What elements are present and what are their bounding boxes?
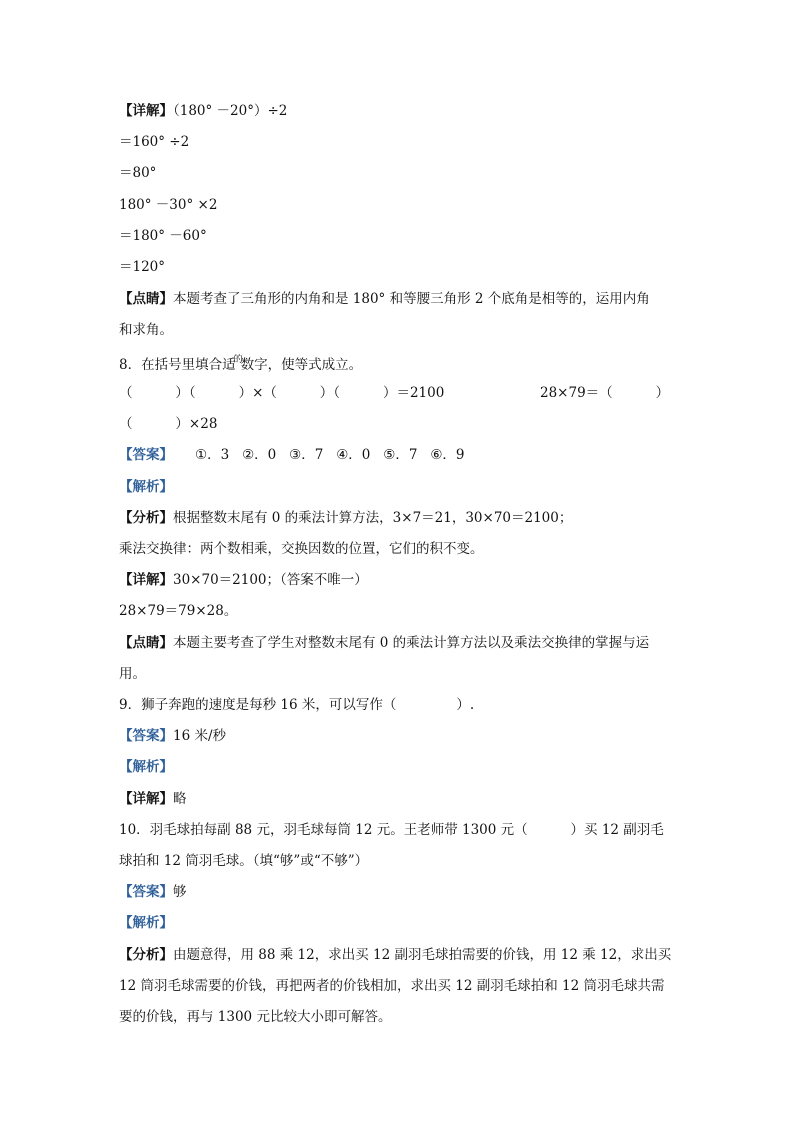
analysis-text: 根据整数末尾有 0 的乘法计算方法，3×7＝21，30×70＝2100； (173, 510, 573, 526)
analysis-line: 乘法交换律：两个数相乘，交换因数的位置，它们的积不变。 (119, 541, 484, 557)
question-10: 球拍和 12 筒羽毛球。（填“够”或“不够”） (119, 853, 369, 869)
question-8-blanks (119, 383, 670, 403)
analysis-line (119, 945, 671, 965)
remark-line (119, 289, 650, 309)
question-text: 8．在括号里填合适 (119, 357, 236, 373)
answer-line (119, 726, 226, 746)
analysis-label: 【分析】 (119, 947, 173, 963)
analysis-label: 【分析】 (119, 510, 173, 526)
answer-tag: 【答案】 (119, 447, 173, 463)
answer-tag: 【答案】 (119, 728, 173, 744)
question-8-blanks: （ ）×28 (119, 416, 218, 432)
stray-char: 的 (233, 355, 243, 365)
remark-line: 和求角。 (119, 322, 173, 338)
detail-text: 30×70＝2100；（答案不唯一） (173, 572, 368, 588)
detail-line (119, 789, 187, 809)
detail-line (119, 570, 368, 590)
answer-line (119, 882, 187, 902)
analysis-line (119, 508, 572, 528)
remark-tag: 【点睛】 (119, 291, 173, 307)
answer-text: ①．3 ②．0 ③．7 ④．0 ⑤．7 ⑥．9 (195, 447, 465, 463)
detail-tag: 【详解】 (119, 103, 173, 119)
analysis-line: 要的价钱，再与 1300 元比较大小即可解答。 (119, 1009, 392, 1025)
analysis-tag: 【解析】 (119, 759, 173, 775)
question-10: 10．羽毛球拍每副 88 元，羽毛球每筒 12 元。王老师带 1300 元（ ）买 12 副羽毛 (119, 822, 664, 838)
answer-text: 够 (173, 884, 187, 900)
analysis-text: 由题意得，用 88 乘 12，求出买 12 副羽毛球拍需要的价钱，用 12 乘 12，求出买 (173, 947, 672, 963)
analysis-tag: 【解析】 (119, 479, 173, 495)
blank-equation: 28×79＝（ ） (540, 385, 670, 401)
remark-tag: 【点睛】 (119, 635, 173, 651)
answer-text: 16 米/秒 (173, 728, 227, 744)
calc-line: ＝120° (119, 259, 166, 275)
detail-line (119, 101, 287, 121)
answer-line (119, 445, 465, 465)
detail-tag: 【详解】 (119, 791, 173, 807)
analysis-tag: 【解析】 (119, 915, 173, 931)
detail-line: 28×79＝79×28。 (119, 603, 238, 619)
calc-line: ＝80° (119, 165, 157, 181)
calc-line: ＝160° ÷2 (119, 134, 190, 150)
remark-line (119, 633, 649, 653)
remark-text: 本题考查了三角形的内角和是 180° 和等腰三角形 2 个底角是相等的，运用内角 (173, 291, 650, 307)
remark-line: 用。 (119, 666, 146, 682)
calc-line: 180° －30° ×2 (119, 197, 218, 213)
analysis-line: 12 筒羽毛球需要的价钱，再把两者的价钱相加，求出买 12 副羽毛球拍和 12 筒羽毛球共需 (119, 978, 665, 994)
question-9: 9．狮子奔跑的速度是每秒 16 米，可以写作（ ）. (119, 697, 475, 713)
detail-text: （180° －20°）÷2 (173, 103, 288, 119)
question-8 (119, 355, 362, 377)
answer-tag: 【答案】 (119, 884, 173, 900)
detail-tag: 【详解】 (119, 572, 173, 588)
blank-equation: （ ）（ ）×（ ）（ ）＝2100 (119, 385, 445, 401)
question-text: 数字，使等式成立。 (240, 357, 363, 373)
calc-line: ＝180° －60° (119, 228, 207, 244)
remark-text: 本题主要考查了学生对整数末尾有 0 的乘法计算方法以及乘法交换律的掌握与运 (173, 635, 650, 651)
detail-text: 略 (173, 791, 187, 807)
